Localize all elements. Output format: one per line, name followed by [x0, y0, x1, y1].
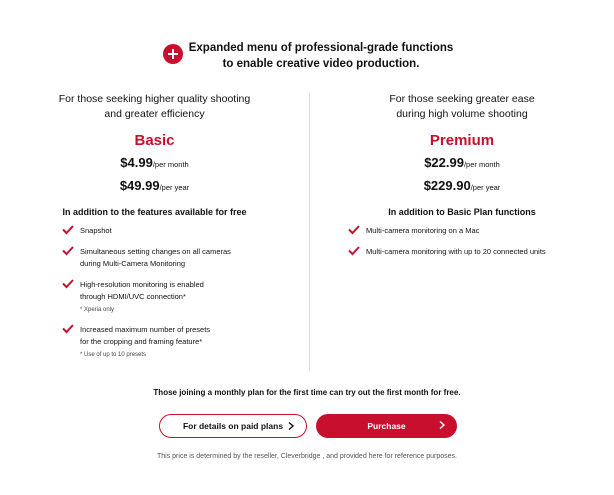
basic-in-addition: In addition to the features available for free	[62, 207, 247, 217]
feature-text: Multi-camera monitoring on a Mac	[366, 226, 480, 235]
feature-text-line-1: High-resolution monitoring is enabled	[80, 280, 204, 289]
feature-text-line-1: Increased maximum number of presets	[80, 325, 211, 334]
premium-yearly-price: $229.90	[423, 178, 471, 193]
basic-plan-name: Basic	[134, 132, 175, 149]
feature-item	[348, 225, 614, 237]
basic-seek-line-2: and greater efficiency	[104, 108, 205, 120]
feature-text-line-2: through HDMI/UVC connection*	[80, 292, 186, 301]
premium-plan-column	[310, 92, 614, 258]
basic-plan-column	[0, 92, 309, 360]
details-button-label: For details on paid plans	[182, 421, 284, 431]
premium-monthly-price-row	[310, 154, 614, 172]
basic-yearly-unit: /per year	[159, 183, 190, 192]
feature-text: Snapshot	[80, 226, 112, 235]
basic-monthly-price-row	[0, 154, 309, 172]
feature-text-line-2: for the cropping and framing feature*	[80, 337, 203, 346]
feature-item	[62, 225, 309, 237]
premium-monthly-unit: /per month	[463, 160, 500, 169]
premium-plan-name: Premium	[429, 132, 495, 149]
basic-yearly-price: $49.99	[119, 178, 160, 193]
basic-monthly-price: $4.99	[120, 155, 153, 170]
headline-line-2: to enable creative video production.	[222, 58, 420, 70]
premium-in-addition: In addition to Basic Plan functions	[388, 207, 536, 217]
check-icon	[62, 246, 74, 256]
check-icon	[62, 279, 74, 289]
premium-seek-line-1: For those seeking greater ease	[389, 93, 535, 105]
basic-yearly-price-row	[0, 177, 309, 195]
feature-text-line-1: Simultaneous setting changes on all cameras	[80, 247, 231, 256]
premium-seek-text	[310, 92, 614, 122]
feature-text-line-2: during Multi-Camera Monitoring	[80, 259, 186, 268]
premium-monthly-price: $22.99	[424, 155, 464, 170]
purchase-button-label: Purchase	[367, 421, 406, 431]
basic-seek-text	[0, 92, 309, 122]
plus-circle-icon	[163, 44, 183, 64]
feature-item	[62, 324, 309, 360]
check-icon	[348, 225, 360, 235]
basic-monthly-unit: /per month	[152, 160, 189, 169]
premium-yearly-price-row	[310, 177, 614, 195]
feature-text: Multi-camera monitoring with up to 20 connected units	[366, 247, 546, 256]
check-icon	[62, 324, 74, 334]
details-paid-plans-button[interactable]	[159, 414, 307, 438]
headline-line-1: Expanded menu of professional-grade functions	[188, 42, 454, 54]
chevron-right-icon	[437, 420, 447, 430]
feature-note: * Use of up to 10 presets	[80, 352, 147, 358]
check-icon	[348, 246, 360, 256]
premium-feature-list	[348, 225, 614, 258]
free-trial-text: Those joining a monthly plan for the first time can try out the first month for free.	[153, 388, 461, 397]
feature-note: * Xperia only	[80, 307, 115, 313]
purchase-button[interactable]	[316, 414, 457, 438]
feature-item	[348, 246, 614, 258]
feature-item	[62, 279, 309, 315]
basic-feature-list	[62, 225, 309, 360]
feature-item	[62, 246, 309, 270]
premium-yearly-unit: /per year	[470, 183, 501, 192]
check-icon	[62, 225, 74, 235]
chevron-right-icon	[286, 421, 296, 431]
reseller-disclaimer: This price is determined by the reseller, Cleverbridge , and provided here for reference purposes.	[157, 453, 457, 460]
headline	[186, 40, 456, 72]
premium-seek-line-2: during high volume shooting	[396, 108, 528, 120]
basic-seek-line-1: For those seeking higher quality shooting	[58, 93, 251, 105]
